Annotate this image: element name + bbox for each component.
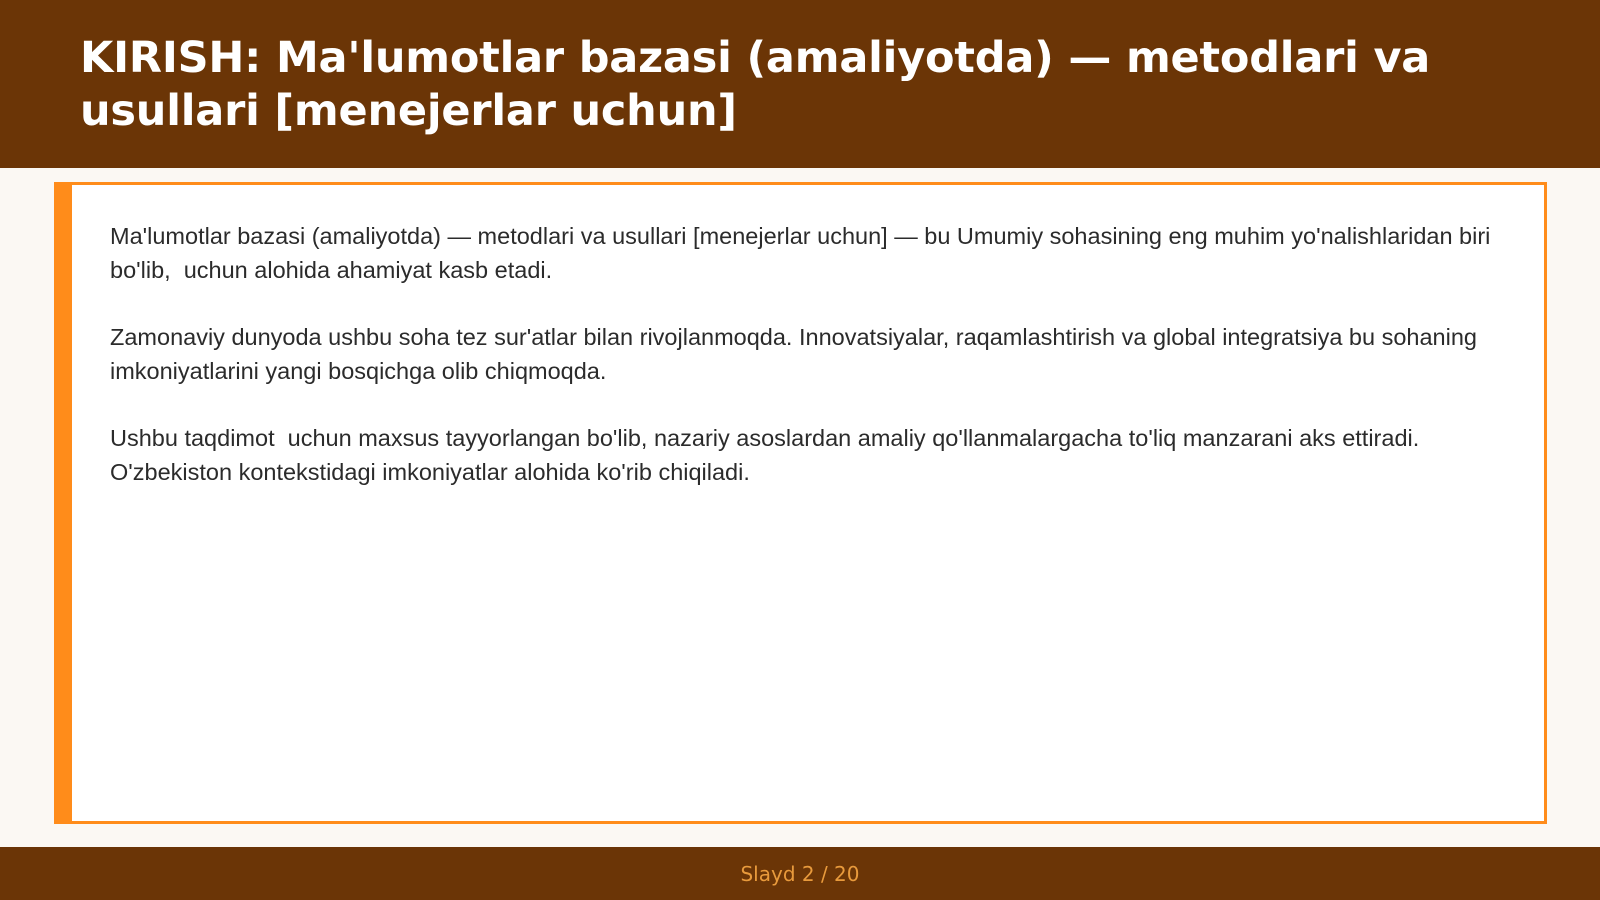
- slide-header: [0, 0, 1600, 168]
- paragraph-modern-world: Zamonaviy dunyoda ushbu soha tez sur'atlar bilan rivojlanmoqda. Innovatsiyalar, raqamlashtirish va global integratsiya bu sohaning imkoniyatlarini yangi bosqichga olib chiqmoqda.: [110, 324, 1484, 384]
- paragraph-presentation: Ushbu taqdimot uchun maxsus tayyorlangan bo'lib, nazariy asoslardan amaliy qo'llanmalargacha to'liq manzarani aks ettiradi. O'zbekiston kontekstidagi imkoniyatlar alohida ko'rib chiqiladi.: [110, 425, 1426, 485]
- slide-title: KIRISH: Ma'lumotlar bazasi (amaliyotda) — metodlari va usullari [menejerlar uchun]: [80, 33, 1431, 136]
- slide-counter: Slayd 2 / 20: [740, 861, 860, 886]
- content-panel: [54, 182, 1547, 824]
- slide-footer: [0, 847, 1600, 900]
- paragraph-intro: Ma'lumotlar bazasi (amaliyotda) — metodlari va usullari [menejerlar uchun] — bu Umumiy sohasining eng muhim yo'nalishlaridan biri bo'lib, uchun alohida ahamiyat kasb etadi.: [110, 223, 1497, 283]
